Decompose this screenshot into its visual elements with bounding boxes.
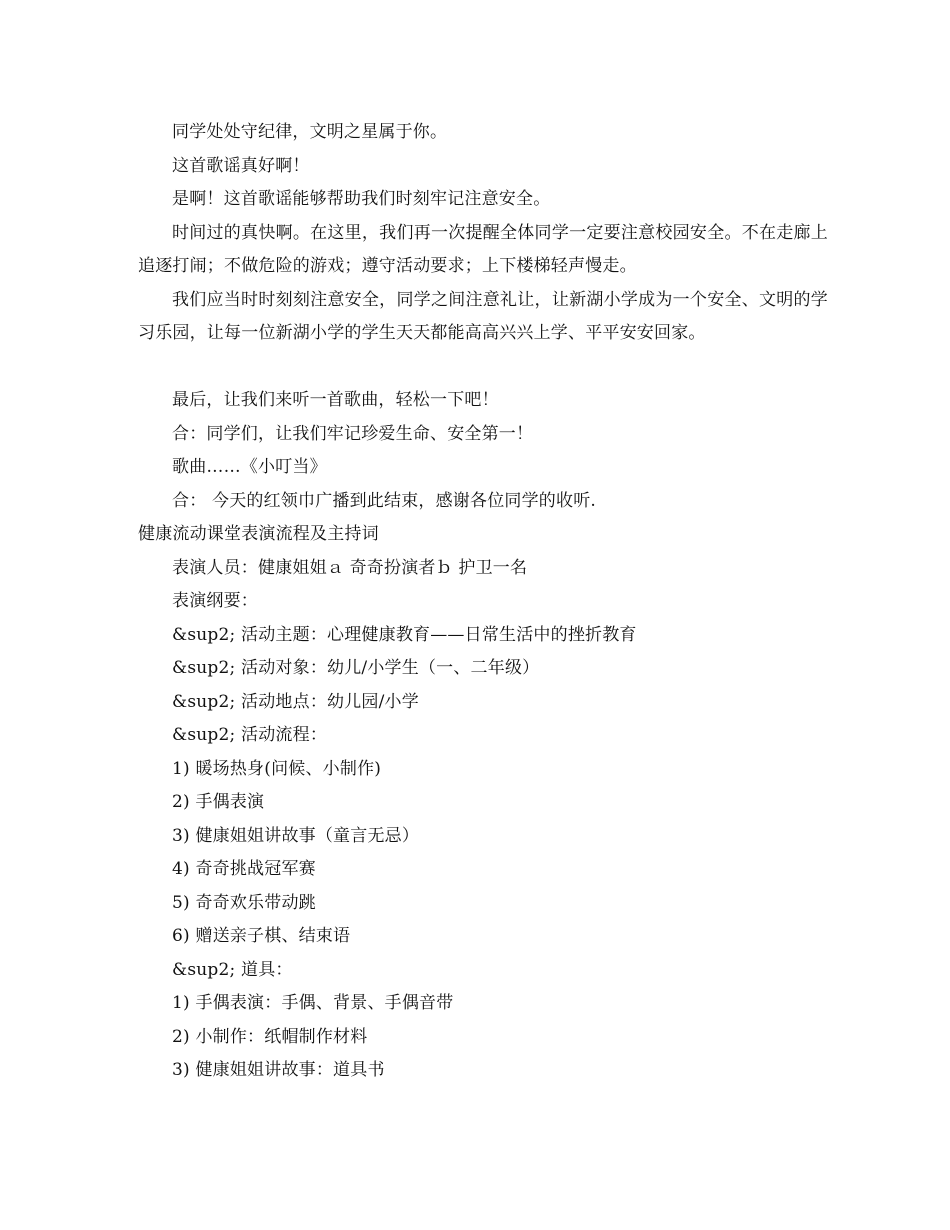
bullet-item: &sup2; 道具： — [172, 959, 293, 980]
list-item: 2) 小制作：纸帽制作材料 — [172, 1026, 368, 1047]
paragraph: 时间过的真快啊。在这里，我们再一次提醒全体同学一定要注意校园安全。不在走廊上追逐打闹；不做危险的游戏；遵守活动要求；上下楼梯轻声慢走。 — [138, 222, 828, 276]
text-line: 最后，让我们来听一首歌曲，轻松一下吧！ — [172, 390, 499, 410]
blank-line — [138, 351, 828, 385]
list-item: 2) 手偶表演 — [172, 792, 265, 812]
document-body — [138, 116, 828, 1088]
text-line: 表演人员：健康姐姐ａ 奇奇扮演者ｂ 护卫一名 — [172, 557, 528, 578]
list-item: 1) 暖场热身(问候、小制作) — [172, 758, 382, 779]
paragraph: 我们应当时时刻刻注意安全，同学之间注意礼让，让新湖小学成为一个安全、文明的学习乐园，让每一位新湖小学的学生天天都能高高兴兴上学、平平安安回家。 — [138, 289, 828, 343]
list-item: 5) 奇奇欢乐带动跳 — [172, 892, 316, 913]
bullet-item: &sup2; 活动对象：幼儿/小学生（一、二年级） — [172, 658, 540, 678]
text-line: 同学处处守纪律，文明之星属于你。 — [172, 122, 448, 142]
list-item: 4) 奇奇挑战冠军赛 — [172, 859, 316, 879]
bullet-item: &sup2; 活动地点：幼儿园/小学 — [172, 691, 419, 712]
text-line: 合： 今天的红领巾广播到此结束，感谢各位同学的收听. — [172, 490, 597, 511]
list-item: 3) 健康姐姐讲故事（童言无忌） — [172, 825, 420, 846]
text-line: 歌曲……《小叮当》 — [172, 457, 327, 477]
text-line: 表演纲要： — [172, 591, 258, 611]
section-title: 健康流动课堂表演流程及主持词 — [138, 524, 379, 544]
list-item: 1) 手偶表演：手偶、背景、手偶音带 — [172, 993, 454, 1013]
list-item: 3) 健康姐姐讲故事：道具书 — [172, 1060, 385, 1080]
text-line: 合：同学们，让我们牢记珍爱生命、安全第一！ — [172, 423, 534, 444]
text-line: 是啊！这首歌谣能够帮助我们时刻牢记注意安全。 — [172, 189, 551, 209]
bullet-item: &sup2; 活动流程： — [172, 725, 328, 745]
text-line: 这首歌谣真好啊！ — [172, 155, 310, 176]
bullet-item: &sup2; 活动主题：心理健康教育——日常生活中的挫折教育 — [172, 624, 637, 645]
list-item: 6) 赠送亲子棋、结束语 — [172, 926, 351, 946]
